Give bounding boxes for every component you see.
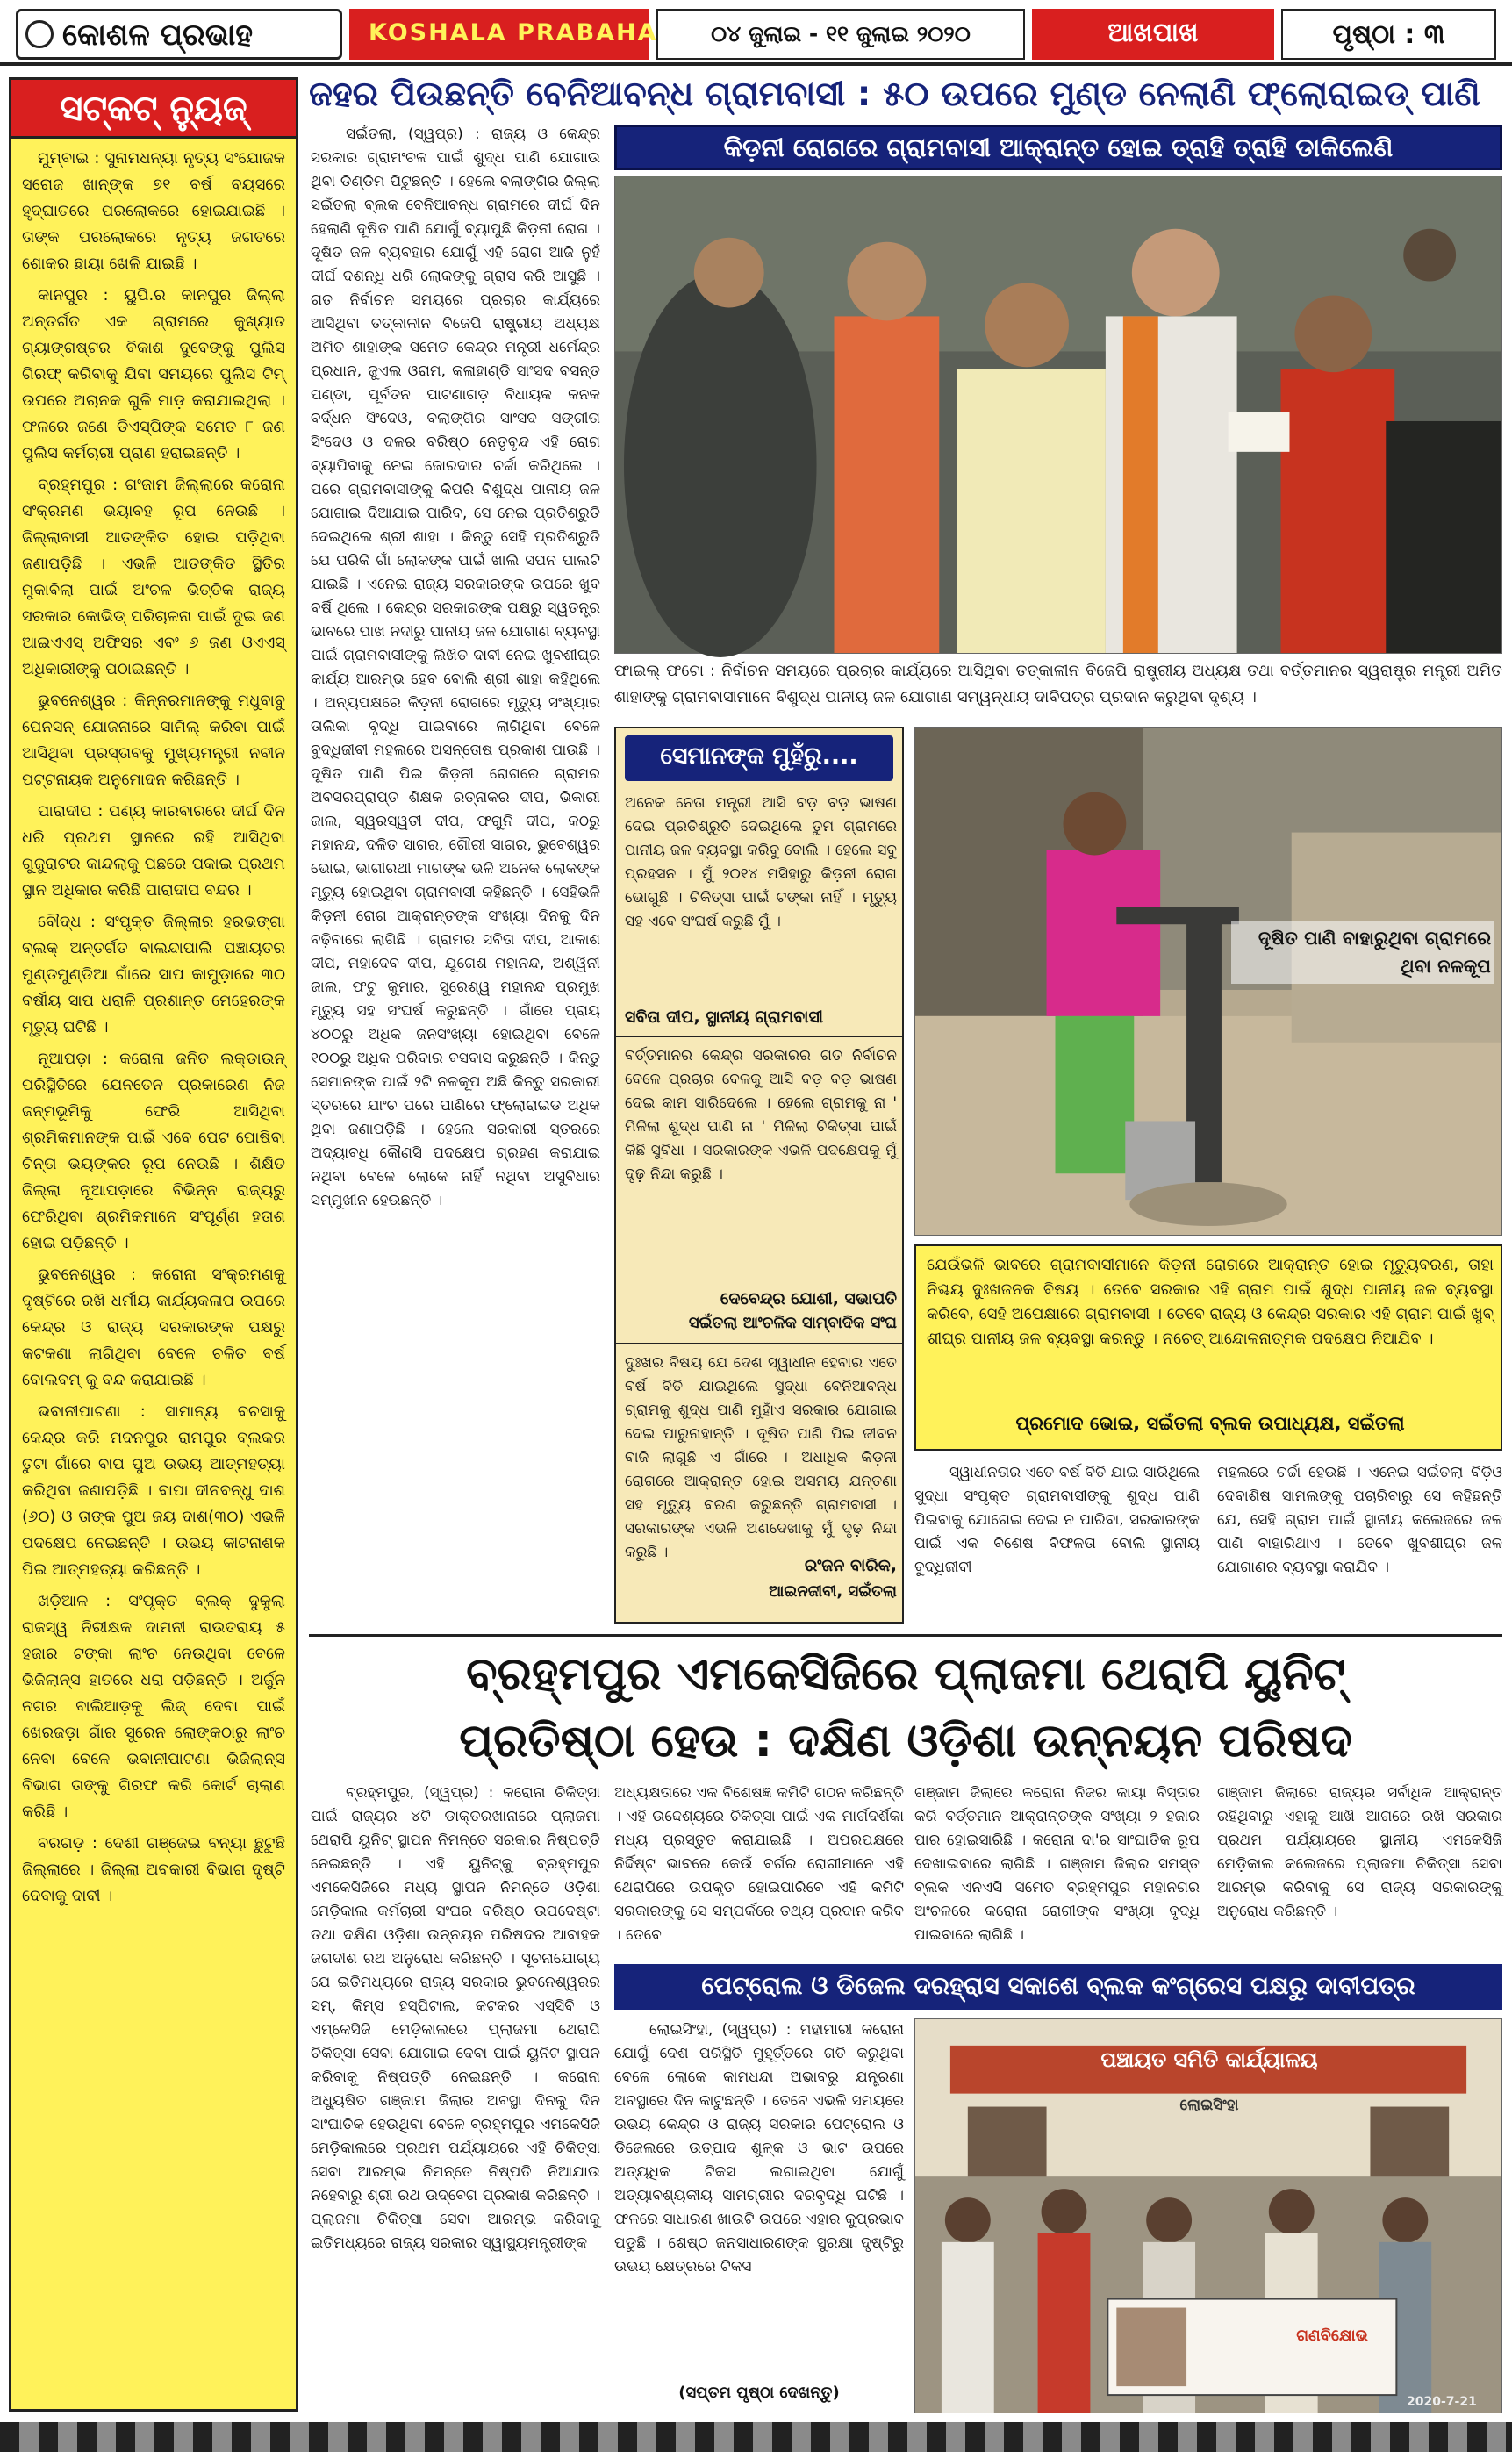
office-sign-1: ପଞ୍ଚାୟତ ସମିତି କାର୍ଯ୍ୟାଳୟ: [1100, 2047, 1318, 2072]
quote-2-author: ଦେବେନ୍ଦ୍ର ଯୋଶୀ, ସଭାପତି: [720, 1289, 897, 1308]
sidebar-item: ଭୁବନେଶ୍ୱର : କିନ୍ନରମାନଙ୍କୁ ମଧୁବାବୁ ପେନସନ୍ ଯୋଜନାରେ ସାମିଲ୍ କରିବା ପାଇଁ ଆସିଥିବା ପ୍ରସ୍ତାବକୁ ମୁଖ୍ୟମନ୍ତ୍ରୀ ନବୀନ ପଟ୍ଟନାୟକ ଅନୁମୋଦନ କରିଛନ୍ତି ।: [22, 692, 285, 789]
official-quote: ଯେଉଁଭଳି ଭାବରେ ଗ୍ରାମବାସୀମାନେ କିଡ଼ନୀ ରୋଗରେ ଆକ୍ରାନ୍ତ ହୋଇ ମୃତ୍ୟୁବରଣ, ତାହା ନିଶ୍ଚୟ ଦୁଃଖଜନକ ବିଷୟ । ତେବେ ସରକାର ଏହି ଗ୍ରାମ ପାଇଁ ଶୁଦ୍ଧ ପାନୀୟ ଜଳ ବ୍ୟବସ୍ଥା କରିବେ, ସେହି ଅପେକ୍ଷାରେ ଗ୍ରାମବାସୀ । ତେବେ ରାଜ୍ୟ ଓ କେନ୍ଦ୍ର ସରକାର ଏହି ଗ୍ରାମ ପାଇଁ ଖୁବ୍ ଶୀଘ୍ର ପାନୀୟ ଜଳ ବ୍ୟବସ୍ଥା କରନ୍ତୁ । ନଚେତ୍ ଆନ୍ଦୋଳନାତ୍ମକ ପଦକ୍ଷେପ ନିଆଯିବ ।: [927, 1256, 1494, 1348]
quotes-title-bar: [625, 735, 893, 781]
divider: [616, 1343, 902, 1344]
footer-border: [0, 2422, 1512, 2452]
quote-2: ବର୍ତ୍ତମାନର କେନ୍ଦ୍ର ସରକାରର ଗତ ନିର୍ବାଚନ ବେଳେ ପ୍ରଚାର ବେଳକୁ ଆସି ବଡ଼ ବଡ଼ ଭାଷଣ ଦେଇ କାମ ସାରିଦେଲେ । ହେଲେ ଗ୍ରାମକୁ ନା ' ମିଳିଲା ଶୁଦ୍ଧ ପାଣି ନା ' ମିଳିଲା ଚିକିତ୍ସା ପାଇଁ କିଛି ସୁବିଧା । ସରକାରଙ୍କ ଏଭଳି ପଦକ୍ଷେପକୁ ମୁଁ ଦୃଢ଼ ନିନ୍ଦା କରୁଛି ।: [625, 1047, 897, 1183]
story1-body: ସଇଁତଲା, (ସ୍ୱପ୍ର) : ରାଜ୍ୟ ଓ କେନ୍ଦ୍ର ସରକାର ଗ୍ରାମଂଚଳ ପାଇଁ ଶୁଦ୍ଧ ପାଣି ଯୋଗାଉ ଥିବା ଡିଣ୍ଡିମ ପିଟୁଛନ୍ତି । ହେଲେ ବଲାଙ୍ଗିର ଜିଲ୍ଲା ସଇଁତଲା ବ୍ଲକ ବେନିଆବନ୍ଧ ଗ୍ରାମରେ ଦୀର୍ଘ ଦିନ ହେଲାଣି ଦୂଷିତ ପାଣି ଯୋଗୁଁ ବ୍ୟାପୁଛି କିଡ଼ନୀ ରୋଗ । ଦୂଷିତ ଜଳ ବ୍ୟବହାର ଯୋଗୁଁ ଏହି ରୋଗ ଆଜି ନୁହଁ ଦୀର୍ଘ ଦଶନ୍ଧି ଧରି ଲୋକଙ୍କୁ ଗ୍ରାସ କରି ଆସୁଛି । ଗତ ନିର୍ବାଚନ ସମୟରେ ପ୍ରଚାର କାର୍ଯ୍ୟରେ ଆସିଥିବା ତତ୍କାଳୀନ ବିଜେପି ରାଷ୍ଟ୍ରୀୟ ଅଧ୍ୟକ୍ଷ ଅମିତ ଶାହାଙ୍କ ସମେତ କେନ୍ଦ୍ର ମନ୍ତ୍ରୀ ଧର୍ମେନ୍ଦ୍ର ପ୍ରଧାନ, ଜୁଏଲ ଓରାମ, କଳାହାଣ୍ଡି ସାଂସଦ ବସନ୍ତ ପଣ୍ଡା, ପୂର୍ବତନ ପାଟଣାଗଡ଼ ବିଧାୟକ କନକ ବର୍ଦ୍ଧନ ସିଂଦେଓ, ବଲାଙ୍ଗିର ସାଂସଦ ସଙ୍ଗୀତା ସିଂଦେଓ ଓ ଦଳର ବରିଷ୍ଠ ନେତୃବୃନ୍ଦ ଏହି ରୋଗ ବ୍ୟାପିବାକୁ ନେଇ ଜୋରଦାର ଚର୍ଚ୍ଚା କରିଥିଲେ । ପରେ ଗ୍ରାମବାସୀଙ୍କୁ କିପରି ବିଶୁଦ୍ଧ ପାନୀୟ ଜଳ ଯୋଗାଇ ଦିଆଯାଇ ପାରିବ, ସେ ନେଇ ପ୍ରତିଶ୍ରୁତି ଦେଇଥିଲେ ଶ୍ରୀ ଶାହା । କିନ୍ତୁ ସେହି ପ୍ରତିଶ୍ରୁତି ଯେ ପରିକି ଗାଁ ଲୋକଙ୍କ ପାଇଁ ଖାଲି ସପନ ପାଲଟି ଯାଇଛି । ଏନେଇ ରାଜ୍ୟ ସରକାରଙ୍କ ଉପରେ ଖୁବ ବର୍ଷି ଥିଲେ । କେନ୍ଦ୍ର ସରକାରଙ୍କ ପକ୍ଷରୁ ସ୍ୱତନ୍ତ୍ର ଭାବରେ ପାଖ ନଦୀରୁ ପାନୀୟ ଜଳ ଯୋଗାଣ ବ୍ୟବସ୍ଥା ପାଇଁ ଗ୍ରାମବାସୀଙ୍କୁ ଲିଖିତ ଦାବୀ ନେଇ ଖୁବଶୀଘ୍ର କାର୍ଯ୍ୟ ଆରମ୍ଭ ହେବ ବୋଲି ଶ୍ରୀ ଶାହା କହିଥିଲେ । ଅନ୍ୟପକ୍ଷରେ କିଡ଼ନୀ ରୋଗରେ ମୃତ୍ୟୁ ସଂଖ୍ୟାର ତାଲିକା ବୃଦ୍ଧି ପାଇବାରେ ଲାଗିଥିବା ବେଳେ ବୁଦ୍ଧିଜୀବୀ ମହଲରେ ଅସନ୍ତୋଷ ପ୍ରକାଶ ପାଉଛି । ଦୂଷିତ ପାଣି ପିଇ କିଡ଼ନୀ ରୋଗରେ ଗ୍ରାମର ଅବସରପ୍ରାପ୍ତ ଶିକ୍ଷକ ରତ୍ନାକର ଦୀପ, ଭିକାରୀ ଜାଲ, ସ୍ୱରସ୍ୱତୀ ଦୀପ, ଫଗୁନି ଦୀପ, କଠରୁ ମହାନନ୍ଦ, ଦଳିତ ସାଗର, ଗୌରୀ ସାଗର, ଭୁବେଶ୍ୱର ଭୋଇ, ଭାଗୀରଥୀ ମାଗଙ୍କ ଭଳି ଅନେକ ଲୋକଙ୍କ ମୃତ୍ୟୁ ହୋଇଥିବା ଗ୍ରାମବାସୀ କହିଛନ୍ତି । ସେହିଭଳି କିଡ଼ନୀ ରୋଗ ଆକ୍ରାନ୍ତଙ୍କ ସଂଖ୍ୟା ଦିନକୁ ଦିନ ବଢ଼ିବାରେ ଲାଗିଛି । ଗ୍ରାମର ସବିତା ଦୀପ, ଆକାଶ ଦୀପ, ମହାଦେବ ଦୀପ, ଯୁଗେଶ ମହାନନ୍ଦ, ଅଶ୍ୱିନୀ ଜାଲ, ଫଟୁ କୁମାର, ସୁରେଶ୍ୱ ମହାନନ୍ଦ ପ୍ରମୁଖ ମୃତ୍ୟୁ ସହ ସଂଘର୍ଷ କରୁଛନ୍ତି । ଗାଁରେ ପ୍ରାୟ ୪୦୦ରୁ ଅଧିକ ଜନସଂଖ୍ୟା ହୋଇଥିବା ବେଳେ ୧୦୦ରୁ ଅଧିକ ପରିବାର ବସବାସ କରୁଛନ୍ତି । କିନ୍ତୁ ସେମାନଙ୍କ ପାଇଁ ୨ଟି ନଳକୂପ ଅଛି କିନ୍ତୁ ସରକାରୀ ସ୍ତରରେ ଯାଂଚ ପରେ ପାଣିରେ ଫ୍ଲୋରାଇଡ ଅଧିକ ଥିବା ଜଣାପଡ଼ିଛି । ହେଲେ ସରକାରୀ ସ୍ତରରେ ଅଦ୍ୟାବଧି କୌଣସି ପଦକ୍ଷେପ ଗ୍ରହଣ କରାଯାଇ ନଥିବା ବେଳେ ଲୋକେ ନାହିଁ ନଥିବା ଅସୁବିଧାର ସମ୍ମୁଖୀନ ହେଉଛନ୍ତି ।: [311, 125, 600, 1209]
story1-headline: ଜହର ପିଉଛନ୍ତି ବେନିଆବନ୍ଧ ଗ୍ରାମବାସୀ : ୫୦ ଉପରେ ମୁଣ୍ଡ ନେଲାଣି ଫ୍ଲୋରାଇଡ୍ ପାଣି: [309, 75, 1480, 114]
story2-rule: [309, 1634, 1502, 1637]
official-quote-author: ପ୍ରମୋଦ ଭୋଇ, ସଇଁତଲା ବ୍ଲକ ଉପାଧ୍ୟକ୍ଷ, ସଇଁତଲା: [1015, 1413, 1405, 1434]
story2-headline-1: ବ୍ରହ୍ମପୁର ଏମକେସିଜିରେ ପ୍ଲାଜମା ଥେରାପି ୟୁନିଟ୍: [466, 1648, 1345, 1701]
quote-3-author: ରଂଜନ ବାରିକ,: [804, 1556, 897, 1575]
sidebar-item: ପାରାଦୀପ : ପଣ୍ୟ କାରବାରରେ ଦୀର୍ଘ ଦିନ ଧରି ପ୍ରଥମ ସ୍ଥାନରେ ରହି ଆସିଥିବା ଗୁଜୁରାଟର କାନ୍ଦଲାକୁ ପଛରେ ପକାଇ ପ୍ରଥମ ସ୍ଥାନ ଅଧିକାର କରିଛି ପାରାଦୀପ ବନ୍ଦର ।: [22, 802, 285, 900]
logo-text: କୋଶଳ ପ୍ରଭାହ: [62, 18, 254, 53]
sidebar-list: [22, 146, 285, 1910]
quote-1: ଅନେକ ନେତା ମନ୍ତ୍ରୀ ଆସି ବଡ଼ ବଡ଼ ଭାଷଣ ଦେଇ ପ୍ରତିଶ୍ରୁତି ଦେଇଥିଲେ ତୁମ ଗ୍ରାମରେ ପାନୀୟ ଜଳ ବ୍ୟବସ୍ଥା କରିବୁ ବୋଲି । ହେଲେ ସବୁ ପ୍ରହସନ । ମୁଁ ୨୦୧୪ ମସିହାରୁ କିଡ଼ନୀ ରୋଗ ଭୋଗୁଛି । ଚିକିତ୍ସା ପାଇଁ ଟଙ୍କା ନାହିଁ । ମୃତ୍ୟୁ ସହ ଏବେ ସଂଘର୍ଷ କରୁଛି ମୁଁ ।: [625, 794, 897, 930]
sidebar-item: ବୌଦ୍ଧ : ସଂପୃକ୍ତ ଜିଲ୍ଲାର ହରଭଙ୍ଗା ବ୍ଲକ୍ ଅନ୍ତର୍ଗତ ବାଲନ୍ଦାପାଲି ପଞ୍ଚାୟତର ମୁଣ୍ଡମୁଣ୍ଡିଆ ଗାଁରେ ସାପ କାମୁଡ଼ାରେ ୩୦ ବର୍ଷୀୟ ସାପ ଧରାଳି ପ୍ରଶାନ୍ତ ମେହେରଙ୍କ ମୃତ୍ୟୁ ଘଟିଛି ।: [22, 913, 285, 1036]
crowd-photo-illustration: [615, 176, 1501, 653]
story3-headline-bar: [614, 1964, 1502, 2010]
story2-headline-2: ପ୍ରତିଷ୍ଠା ହେଉ : ଦକ୍ଷିଣ ଓଡ଼ିଶା ଉନ୍ନୟନ ପରିଷଦ: [459, 1715, 1352, 1767]
protest-banner-text: ଗଣବିକ୍ଷୋଭ: [1296, 2327, 1368, 2345]
logo: [16, 9, 342, 60]
masthead-latin: KOSHALA PRABAHA: [349, 9, 649, 60]
page-number: ପୃଷ୍ଠା : ୩: [1281, 9, 1496, 60]
story3-continued: (ସପ୍ତମ ପୃଷ୍ଠା ଦେଖନ୍ତୁ): [678, 2384, 840, 2402]
protest-illustration: [915, 2019, 1501, 2413]
quotes-box: [614, 727, 904, 1624]
official-quote-box: [914, 1244, 1502, 1451]
sidebar-item: ନୂଆପଡ଼ା : କରୋନା ଜନିତ ଲକ୍‌ଡାଉନ୍ ପରିସ୍ଥିତିରେ ଯେନତେନ ପ୍ରକାରେଣ ନିଜ ଜନ୍ମଭୂମିକୁ ଫେରି ଆସିଥିବା ଶ୍ରମିକମାନଙ୍କ ପାଇଁ ଏବେ ପେଟ ପୋଷିବା ଚିନ୍ତା ଭୟଙ୍କର ରୂପ ନେଉଛି । ଶିକ୍ଷିତ ଜିଲ୍ଲା ନୂଆପଡ଼ାରେ ବିଭିନ୍ନ ରାଜ୍ୟରୁ ଫେରିଥିବା ଶ୍ରମିକମାନେ ସଂପୂର୍ଣ୍ଣ ହତାଶ ହୋଇ ପଡ଼ିଛନ୍ତି ।: [22, 1050, 285, 1252]
handpump-photo: [914, 727, 1502, 1236]
section-label: ଆଖପାଖ: [1032, 9, 1274, 60]
story1-subhead: କିଡ଼ନୀ ରୋଗରେ ଗ୍ରାମବାସୀ ଆକ୍ରାନ୍ତ ହୋଇ ତ୍ରାହି ତ୍ରାହି ଡାକିଲେଣି: [723, 133, 1394, 162]
logo-emblem-icon: [25, 20, 54, 48]
story1-cont-right: ମହଲରେ ଚର୍ଚ୍ଚା ହେଉଛି । ଏନେଇ ସଇଁତଲା ବିଡ଼ିଓ ଦେବାଶିଷ ସାମଲଙ୍କୁ ପଚାରିବାରୁ ସେ କହିଛନ୍ତି ଯେ, ସେହି ଗ୍ରାମ ପାଇଁ ସ୍ଥାନୀୟ କଲେଜରେ ଜଳ ପାଣି ବାହାରିଥାଏ । ତେବେ ଖୁବଶୀଘ୍ର ଜଳ ଯୋଗାଣର ବ୍ୟବସ୍ଥା କରାଯିବ ।: [1217, 1464, 1502, 1576]
story1-cont-left: ସ୍ୱାଧୀନତାର ଏତେ ବର୍ଷ ବିତି ଯାଇ ସାରିଥିଲେ ସୁଦ୍ଧା ସଂପୃକ୍ତ ଗ୍ରାମବାସୀଙ୍କୁ ଶୁଦ୍ଧ ପାଣି ପିଇବାକୁ ଯୋଗେଇ ଦେଇ ନ ପାରିବା, ସରକାରଙ୍କ ପାଇଁ ଏକ ବିଶେଷ ବିଫଳତା ବୋଲି ସ୍ଥାନୀୟ ବୁଦ୍ଧିଜୀବୀ: [914, 1464, 1200, 1576]
office-sign-2: ଲୋଇସିଂହା: [1179, 2097, 1239, 2114]
quote-3: ଦୁଃଖର ବିଷୟ ଯେ ଦେଶ ସ୍ୱାଧୀନ ହେବାର ଏତେ ବର୍ଷ ବିତି ଯାଇଥିଲେ ସୁଦ୍ଧା ବେନିଆବନ୍ଧ ଗ୍ରାମକୁ ଶୁଦ୍ଧ ପାଣି ମୁହାଁଏ ସରକାର ଯୋଗାଇ ଦେଇ ପାରୁନାହାନ୍ତି । ଦୂଷିତ ପାଣି ପିଇ ଜୀବନ ବାଜି ଲାଗୁଛି ଏ ଗାଁରେ । ଅଧାଧିକ କିଡ଼ନୀ ରୋଗରେ ଆକ୍ରାନ୍ତ ହୋଇ ଅସମୟ ଯନ୍ତଣା ସହ ମୃତ୍ୟୁ ବରଣ କରୁଛନ୍ତି ଗ୍ରାମବାସୀ । ସରକାରଙ୍କ ଏଭଳି ଅଣଦେଖାକୁ ମୁଁ ଦୃଢ଼ ନିନ୍ଦା କରୁଛି ।: [625, 1354, 897, 1561]
handpump-caption: ଦୂଷିତ ପାଣି ବାହାରୁଥିବା ଗ୍ରାମରେ ଥିବା ନଳକୂପ: [1231, 921, 1494, 984]
story3-headline: ପେଟ୍ରୋଲ ଓ ଡିଜେଲ ଦରହ୍ରାସ ସକାଶେ ବ୍ଲକ କଂଗ୍ରେସ ପକ୍ଷରୁ ଦାବୀପତ୍ର: [701, 1971, 1415, 2000]
story1-subhead-bar: [614, 125, 1502, 170]
story2-col-4: ଗଞ୍ଜାମ ଜିଲାରେ ରାଜ୍ୟର ସର୍ବାଧିକ ଆକ୍ରାନ୍ତ ରହିଥିବାରୁ ଏହାକୁ ଆଖି ଆଗରେ ରଖି ସରକାର ପ୍ରଥମ ପର୍ଯ୍ୟାୟରେ ସ୍ଥାନୀୟ ଏମକେସିଜି ମେଡ଼ିକାଲ କଲେଜରେ ପ୍ଲାଜମା ଚିକିତ୍ସା ସେବା ଆରମ୍ଭ କରିବାକୁ ସେ ରାଜ୍ୟ ସରକାରଙ୍କୁ ଅନୁରୋଧ କରିଛନ୍ତି ।: [1217, 1784, 1502, 1920]
divider: [616, 1036, 902, 1037]
story1-caption: ଫାଇଲ୍ ଫଟୋ : ନିର୍ବାଚନ ସମୟରେ ପ୍ରଚାର କାର୍ଯ୍ୟରେ ଆସିଥିବା ତତ୍କାଳୀନ ବିଜେପି ରାଷ୍ଟ୍ରୀୟ ଅଧ୍ୟକ୍ଷ ତଥା ବର୍ତ୍ତମାନର ସ୍ୱରାଷ୍ଟ୍ର ମନ୍ତ୍ରୀ ଅମିତ ଶାହାଙ୍କୁ ଗ୍ରାମବାସୀମାନେ ବିଶୁଦ୍ଧ ପାନୀୟ ଜଳ ଯୋଗାଣ ସମ୍ୱନ୍ଧୀୟ ଦାବିପତ୍ର ପ୍ରଦାନ କରୁଥିବା ଦୃଶ୍ୟ ।: [614, 662, 1502, 706]
story1-photo: [614, 176, 1502, 654]
sidebar-item: ଭବାନୀପାଟଣା : ସାମାନ୍ୟ ବଚସାକୁ କେନ୍ଦ୍ର କରି ମଦନପୁର ରାମପୁର ବ୍ଲକର ତୁଟା ଗାଁରେ ବାପ ପୁଅ ଉଭୟ ଆତ୍ମହତ୍ୟା କରିଥିବା ଜଣାପଡ଼ିଛି । ବାପା ଦୀନବନ୍ଧୁ ଦାଶ (୬୦) ଓ ତାଙ୍କ ପୁଅ ଜୟ ଦାଶ(୩୦) ଏଭଳି ପଦକ୍ଷେପ ନେଇଛନ୍ତି । ଉଭୟ କୀଟନାଶକ ପିଇ ଆତ୍ମହତ୍ୟା କରିଛନ୍ତି ।: [22, 1402, 285, 1579]
quote-3-org: ଆଇନଜୀବୀ, ସଇଁତଲା: [769, 1582, 897, 1601]
story2-col-3: ଗଞ୍ଜାମ ଜିଲାରେ କରୋନା ନିଜର କାୟା ବିସ୍ତାର କରି ବର୍ତ୍ତମାନ ଆକ୍ରାନ୍ତଙ୍କ ସଂଖ୍ୟା ୨ ହଜାର ପାର ହୋଇସାରିଛି । କରୋନା ଦା'ର ସାଂଘାତିକ ରୂପ ଦେଖାଇବାରେ ଲାଗିଛି । ଗଞ୍ଜାମ ଜିଲାର ସମସ୍ତ ବ୍ଲକ ଏନଏସି ସମେତ ବ୍ରହ୍ମପୁର ମହାନଗର ଅଂଚଳରେ କରୋନା ରୋଗୀଙ୍କ ସଂଖ୍ୟା ବୃଦ୍ଧି ପାଇବାରେ ଲାଗିଛି ।: [914, 1784, 1200, 1944]
sidebar: [9, 139, 298, 2412]
sidebar-item: ମୁମ୍ବାଇ : ସୁନାମଧନ୍ୟା ନୃତ୍ୟ ସଂଯୋଜକ ସରୋଜ ଖାନ୍‌ଙ୍କ ୭୧ ବର୍ଷ ବୟସରେ ହୃଦ୍‌ଘାତରେ ପରଲୋକରେ ହୋଇଯାଇଛି । ତାଙ୍କ ପରଲୋକରେ ନୃତ୍ୟ ଜଗତରେ ଶୋକର ଛାୟା ଖେଳି ଯାଇଛି ।: [22, 149, 285, 273]
sidebar-item: କାନପୁର : ୟୁପି.ର କାନପୁର ଜିଲ୍ଲା ଅନ୍ତର୍ଗତ ଏକ ଗ୍ରାମରେ କୁଖ୍ୟାତ ଗ୍ୟାଙ୍ଗଷ୍ଟର ବିକାଶ ଦୁବେଙ୍କୁ ପୁଲିସ ଗିରଫ୍ କରିବାକୁ ଯିବା ସମୟରେ ପୁଲିସ ଟିମ୍ ଉପରେ ଅଚାନକ ଗୁଳି ମାଡ଼ କରାଯାଇଥିଲା । ଫଳରେ ଜଣେ ଡିଏସ୍‌ପିଙ୍କ ସମେତ ୮ ଜଣ ପୁଲିସ କର୍ମଚାରୀ ପ୍ରାଣ ହରାଇଛନ୍ତି ।: [22, 286, 285, 462]
sidebar-item: ବ୍ରହ୍ମପୁର : ଗଂଜାମ ଜିଲ୍ଲାରେ କରୋନା ସଂକ୍ରମଣ ଭୟାବହ ରୂପ ନେଉଛି । ଜିଲ୍ଲାବାସୀ ଆତଙ୍କିତ ହୋଇ ପଡ଼ିଥିବା ଜଣାପଡ଼ିଛି । ଏଭଳି ଆତଙ୍କିତ ସ୍ଥିତିର ମୁକାବିଲା ପାଇଁ ଅଂଚଳ ଭିତ୍ତିକ ରାଜ୍ୟ ସରକାର କୋଭିଡ୍ ପରିଚାଳନା ପାଇଁ ଦୁଇ ଜଣ ଆଇଏଏସ୍ ଅଫିସର ଏବଂ ୬ ଜଣ ଓଏଏସ୍ ଅଧିକାରୀଙ୍କୁ ପଠାଇଛନ୍ତି ।: [22, 476, 285, 678]
quote-2-org: ସଇଁତଲା ଆଂଚଳିକ ସାମ୍ବାଦିକ ସଂଘ: [688, 1314, 897, 1332]
sidebar-item: ବରଗଡ଼ : ଦେଶୀ ଗଞ୍ଜେଇ ବନ୍ୟା ଛୁଟୁଛି ଜିଲ୍ଲାରେ । ଜିଲ୍ଲା ଅବକାରୀ ବିଭାଗ ଦୃଷ୍ଟି ଦେବାକୁ ଦାବୀ ।: [22, 1834, 285, 1905]
quote-1-author: ସବିତା ଦୀପ, ସ୍ଥାନୀୟ ଗ୍ରାମବାସୀ: [625, 1007, 824, 1027]
story2-col-1: ବ୍ରହ୍ମପୁର, (ସ୍ୱପ୍ର) : କରୋନା ଚିକିତ୍ସା ପାଇଁ ରାଜ୍ୟର ୪ଟି ଡାକ୍ତରଖାନାରେ ପ୍ଲାଜମା ଥେରାପି ୟୁନିଟ୍ ସ୍ଥାପନ ନିମନ୍ତେ ସରକାର ନିଷ୍ପତ୍ତି ନେଇଛନ୍ତି । ଏହି ୟୁନିଟ୍‌କୁ ବ୍ରହ୍ମପୁର ଏମକେସିଜିରେ ମଧ୍ୟ ସ୍ଥାପନ ନିମନ୍ତେ ଓଡ଼ିଶା ମେଡ଼ିକାଲ କର୍ମଚାରୀ ସଂଘର ବରିଷ୍ଠ ଉପଦେଷ୍ଟା ତଥା ଦକ୍ଷିଣ ଓଡ଼ିଶା ଉନ୍ନୟନ ପରିଷଦର ଆବାହକ ଜଗଦୀଶ ରଥ ଅନୁରୋଧ କରିଛନ୍ତି । ସୂଚନାଯୋଗ୍ୟ ଯେ ଇତିମଧ୍ୟରେ ରାଜ୍ୟ ସରକାର ଭୁବନେଶ୍ୱରର ସମ୍, କିମ୍ସ ହସ୍ପିଟାଲ, କଟକର ଏସ୍‌ସିବି ଓ ଏମ୍‌କେସିଜି ମେଡ଼ିକାଲରେ ପ୍ଲାଜମା ଥେରାପି ଚିକିତ୍ସା ସେବା ଯୋଗାଇ ଦେବା ପାଇଁ ୟୁନିଟ ସ୍ଥାପନ କରିବାକୁ ନିଷ୍ପତ୍ତି ନେଇଛନ୍ତି । କରୋନା ଅଧ୍ୟୁଷିତ ଗଞ୍ଜାମ ଜିଲାର ଅବସ୍ଥା ଦିନକୁ ଦିନ ସାଂଘାତିକ ହେଉଥିବା ବେଳେ ବ୍ରହ୍ମପୁର ଏମକେସିଜି ମେଡ଼ିକାଲରେ ପ୍ରଥମ ପର୍ଯ୍ୟାୟରେ ଏହି ଚିକିତ୍ସା ସେବା ଆରମ୍ଭ ନିମନ୍ତେ ନିଷ୍ପତି ନିଆଯାଉ ନହେବାରୁ ଶ୍ରୀ ରଥ ଉଦ୍‌ବେଗ ପ୍ରକାଶ କରିଛନ୍ତି । ପ୍ଲାଜମା ଚିକିତ୍ସା ସେବା ଆରମ୍ଭ କରିବାକୁ ଇତିମଧ୍ୟରେ ରାଜ୍ୟ ସରକାର ସ୍ୱାସ୍ଥ୍ୟମନ୍ତ୍ରୀଙ୍କ: [311, 1784, 600, 2252]
sidebar-title-box: [9, 77, 298, 139]
masthead-dates: ୦୪ ଜୁଲାଇ - ୧୧ ଜୁଲାଇ ୨୦୨୦: [656, 9, 1025, 60]
sidebar-title: ସଟ୍‌କଟ୍ ନ୍ୟୁଜ୍: [60, 89, 247, 129]
story2-col-2: ଅଧ୍ୟକ୍ଷତାରେ ଏକ ବିଶେଷଜ୍ଞ କମିଟି ଗଠନ କରିଛନ୍ତି । ଏହି ଉଦ୍ଦେଶ୍ୟରେ ଚିକିତ୍ସା ପାଇଁ ଏକ ମାର୍ଗଦର୍ଶିକା ମଧ୍ୟ ପ୍ରସ୍ତୁତ କରାଯାଇଛି । ଅପରପକ୍ଷରେ ନିର୍ଦ୍ଦିଷ୍ଟ ଭାବରେ କେଉଁ ବର୍ଗର ରୋଗୀମାନେ ଏହି ଥେରାପିରେ ଉପକୃତ ହୋଇପାରିବେ ଏହି କମିଟି ସରକାରଙ୍କୁ ସେ ସମ୍ପର୍କରେ ତଥ୍ୟ ପ୍ରଦାନ କରିବ । ତେବେ: [614, 1784, 904, 1944]
sidebar-item: ଖଡ଼ିଆଳ : ସଂପୃକ୍ତ ବ୍ଲକ୍ ଦୁକୁଲା ରାଜସ୍ୱ ନିରୀକ୍ଷକ ଦାମନୀ ରାଉତରାୟ ୫ ହଜାର ଟଙ୍କା ଲାଂଚ ନେଉଥିବା ବେଳେ ଭିଜିଲାନ୍ସ ହାତରେ ଧରା ପଡ଼ିଛନ୍ତି । ଅର୍ଜୁନ ନଗର ବାଲିଆଡ଼କୁ ଲିଜ୍ ଦେବା ପାଇଁ ଖେରଜଡ଼ା ଗାଁର ସୁରେନ ଲୋଙ୍କଠାରୁ ଲାଂଚ ନେବା ବେଳେ ଭବାନୀପାଟଣା ଭିଜିଲାନ୍ସ ବିଭାଗ ତାଙ୍କୁ ଗିରଫ କରି କୋର୍ଟ ଚାଲାଣ କରିଛି ।: [22, 1592, 285, 1821]
protest-photo: [914, 2018, 1502, 2413]
story3-body: ଲୋଇସିଂହା, (ସ୍ୱପ୍ର) : ମହାମାରୀ କରୋନା ଯୋଗୁଁ ଦେଶ ପରିସ୍ଥିତି ମୁହୂର୍ତ୍ତରେ ଗତି କରୁଥିବା ବେଳେ ଲୋକେ କାମଧନ୍ଦା ଅଭାବରୁ ଯନ୍ତ୍ରଣା ଅବସ୍ଥାରେ ଦିନ କାଟୁଛନ୍ତି । ତେବେ ଏଭଳି ସମୟରେ ଉଭୟ କେନ୍ଦ୍ର ଓ ରାଜ୍ୟ ସରକାର ପେଟ୍ରୋଲ ଓ ଡିଜେଲରେ ଉତ୍ପାଦ ଶୁଳ୍କ ଓ ଭାଟ ଉପରେ ଅତ୍ୟଧିକ ଟିକସ ଲଗାଇଥିବା ଯୋଗୁଁ ଅତ୍ୟାବଶ୍ୟକୀୟ ସାମଗ୍ରୀର ଦରବୃଦ୍ଧି ଘଟିଛି । ଫଳରେ ସାଧାରଣ ଖାଉଟି ଉପରେ ଏହାର କୁପ୍ରଭାବ ପଡୁଛି । ଶେଷ୍ଠ ଜନସାଧାରଣଙ୍କ ସୁରକ୍ଷା ଦୃଷ୍ଟିରୁ ଉଭୟ କ୍ଷେତ୍ରରେ ଟିକସ: [614, 2021, 904, 2276]
photo-date-stamp: 2020-7-21: [1407, 2395, 1477, 2409]
masthead: [0, 0, 1512, 66]
quotes-title: ସେମାନଙ୍କ ମୁହଁରୁ....: [660, 742, 858, 770]
sidebar-item: ଭୁବନେଶ୍ୱର : କରୋନା ସଂକ୍ରମଣକୁ ଦୃଷ୍ଟିରେ ରଖି ଧର୍ମୀୟ କାର୍ଯ୍ୟକଳାପ ଉପରେ କେନ୍ଦ୍ର ଓ ରାଜ୍ୟ ସରକାରଙ୍କ ପକ୍ଷରୁ କଟକଣା ଲାଗିଥିବା ବେଳେ ଚଳିତ ବର୍ଷ ବୋଲବମ୍ କୁ ବନ୍ଦ କରାଯାଇଛି ।: [22, 1265, 285, 1389]
